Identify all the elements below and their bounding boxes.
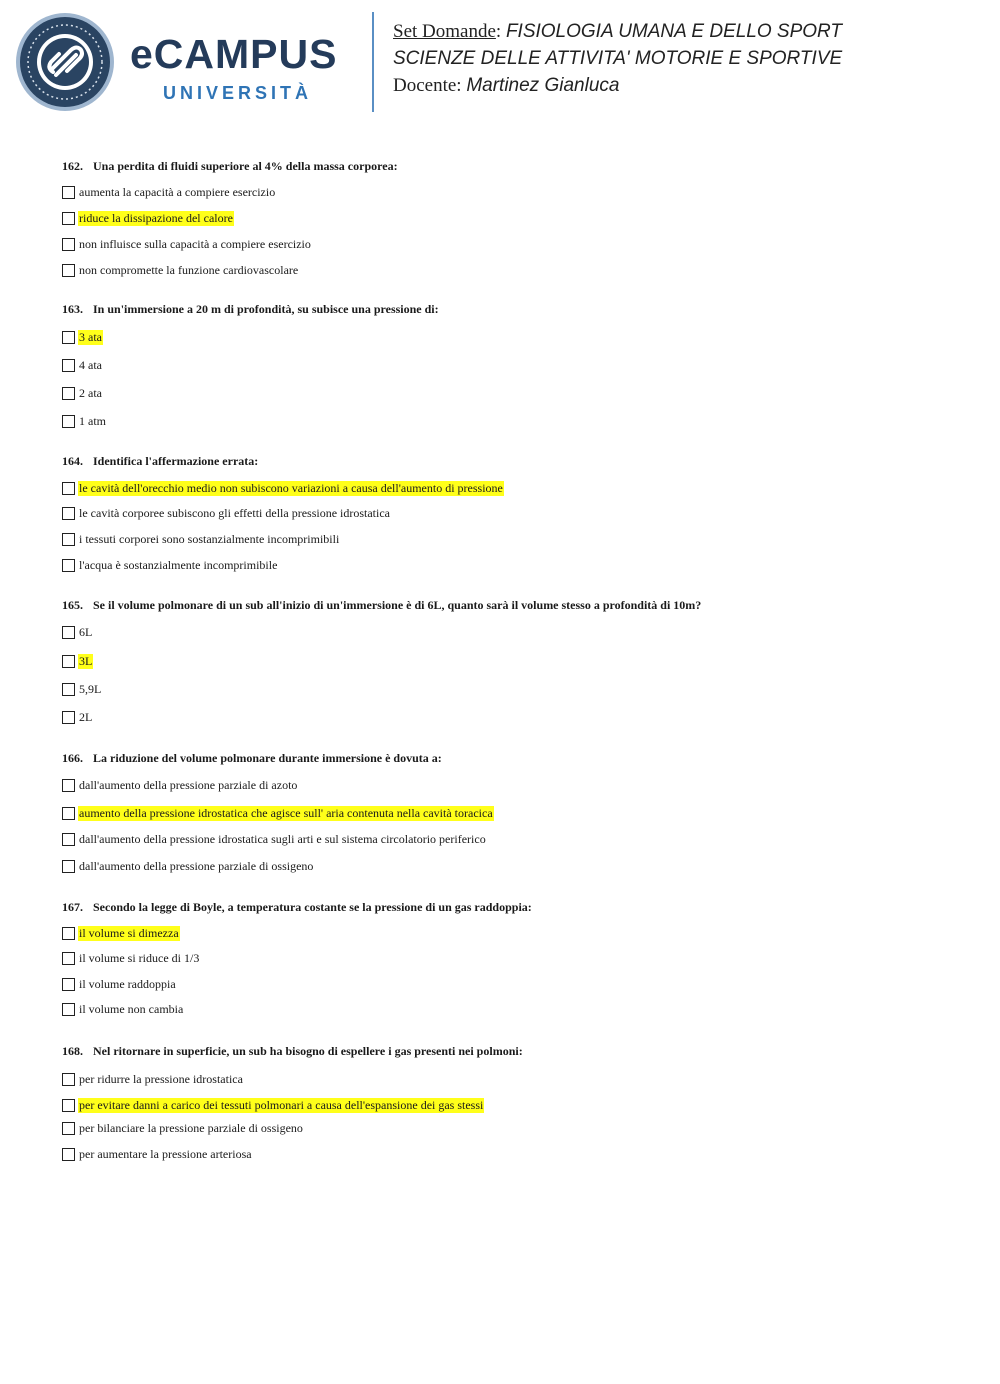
answer-checkbox[interactable] (62, 779, 75, 792)
brand-sub-text: UNIVERSITÀ (163, 83, 313, 103)
answer-option[interactable] (62, 210, 962, 226)
question-165 (62, 597, 962, 725)
answer-option[interactable] (62, 777, 962, 793)
teacher-name: Martinez Gianluca (466, 75, 620, 96)
header-course-line (393, 18, 973, 45)
answer-checkbox[interactable] (62, 1148, 75, 1161)
course-title: FISIOLOGIA UMANA E DELLO SPORT (505, 21, 843, 42)
answer-option[interactable] (62, 531, 962, 547)
answer-option[interactable] (62, 1001, 962, 1017)
answer-checkbox[interactable] (62, 186, 75, 199)
question-title (62, 750, 962, 766)
answer-checkbox[interactable] (62, 331, 75, 344)
answer-checkbox[interactable] (62, 807, 75, 820)
answer-text-highlighted: 3 ata (79, 329, 102, 344)
answer-checkbox[interactable] (62, 533, 75, 546)
answer-option[interactable] (62, 262, 962, 278)
answer-option[interactable] (62, 709, 962, 725)
answer-checkbox[interactable] (62, 711, 75, 724)
answer-checkbox[interactable] (62, 1122, 75, 1135)
question-164 (62, 453, 962, 573)
answer-option[interactable] (62, 1146, 962, 1162)
answer-text-highlighted: le cavità dell'orecchio medio non subiscono variazioni a causa dell'aumento di pressione (79, 480, 503, 495)
answer-checkbox[interactable] (62, 264, 75, 277)
question-text: Identifica l'affermazione errata: (93, 454, 259, 468)
answer-text: 2L (79, 709, 93, 724)
header-info (393, 18, 973, 99)
answer-text: l'acqua è sostanzialmente incomprimibile (79, 557, 278, 572)
teacher-label: Docente: (393, 75, 462, 96)
question-title (62, 899, 962, 915)
answer-checkbox[interactable] (62, 978, 75, 991)
answer-text-highlighted: aumento della pressione idrostatica che agisce sull' aria contenuta nella cavità toracica (79, 805, 493, 820)
answer-text: per aumentare la pressione arteriosa (79, 1146, 252, 1161)
answer-checkbox[interactable] (62, 1073, 75, 1086)
header-teacher-line (393, 72, 973, 99)
answer-text: aumenta la capacità a compiere esercizio (79, 184, 276, 199)
answer-option[interactable] (62, 357, 962, 373)
answer-text: il volume si riduce di 1/3 (79, 950, 200, 965)
question-number: 167. (62, 900, 83, 914)
answer-option[interactable] (62, 1097, 962, 1113)
question-166 (62, 750, 962, 874)
answer-text: le cavità corporee subiscono gli effetti della pressione idrostatica (79, 505, 390, 520)
question-167 (62, 899, 962, 1017)
question-168 (62, 1043, 962, 1162)
answer-checkbox[interactable] (62, 238, 75, 251)
answer-text: non compromette la funzione cardiovascolare (79, 262, 299, 277)
answer-text: 1 atm (79, 413, 106, 428)
answer-option[interactable] (62, 480, 962, 496)
answer-option[interactable] (62, 681, 962, 697)
ecampus-seal-icon (15, 12, 115, 112)
answer-option[interactable] (62, 385, 962, 401)
answer-checkbox[interactable] (62, 683, 75, 696)
answer-option[interactable] (62, 950, 962, 966)
answer-checkbox[interactable] (62, 927, 75, 940)
question-text: La riduzione del volume polmonare durante immersione è dovuta a: (93, 751, 442, 765)
answer-checkbox[interactable] (62, 415, 75, 428)
question-title (62, 158, 962, 174)
question-162 (62, 158, 962, 278)
header-divider (372, 12, 374, 112)
answer-text: non influisce sulla capacità a compiere esercizio (79, 236, 311, 251)
answer-option[interactable] (62, 1120, 962, 1136)
answer-text: il volume non cambia (79, 1001, 184, 1016)
question-number: 164. (62, 454, 83, 468)
answer-checkbox[interactable] (62, 833, 75, 846)
page-header (0, 0, 1000, 125)
question-title (62, 453, 962, 469)
header-program-line (393, 45, 973, 72)
answer-checkbox[interactable] (62, 1003, 75, 1016)
answer-checkbox[interactable] (62, 559, 75, 572)
answer-text: i tessuti corporei sono sostanzialmente incomprimibili (79, 531, 340, 546)
question-text: Se il volume polmonare di un sub all'inizio di un'immersione è di 6L, quanto sarà il volume stesso a profondità di 10m? (93, 598, 702, 612)
answer-option[interactable] (62, 413, 962, 429)
answer-option[interactable] (62, 236, 962, 252)
answer-option[interactable] (62, 858, 962, 874)
answer-text: 6L (79, 624, 93, 639)
answer-text-highlighted: il volume si dimezza (79, 925, 179, 940)
answer-option[interactable] (62, 925, 962, 941)
answer-checkbox[interactable] (62, 482, 75, 495)
brand-main-text: eCAMPUS (130, 31, 338, 77)
program-title: SCIENZE DELLE ATTIVITA' MOTORIE E SPORTIVE (393, 48, 843, 69)
question-163 (62, 301, 962, 429)
question-title (62, 301, 962, 317)
answer-text-highlighted: 3L (79, 653, 93, 668)
answer-option[interactable] (62, 831, 962, 847)
answer-checkbox[interactable] (62, 359, 75, 372)
answer-option[interactable] (62, 505, 962, 521)
question-number: 163. (62, 302, 83, 316)
answer-text: per bilanciare la pressione parziale di ossigeno (79, 1120, 303, 1135)
question-text: Nel ritornare in superficie, un sub ha bisogno di espellere i gas presenti nei polmoni: (93, 1044, 523, 1058)
answer-checkbox[interactable] (62, 952, 75, 965)
question-number: 162. (62, 159, 83, 173)
set-label: Set Domande (393, 21, 496, 42)
answer-text-highlighted: per evitare danni a carico dei tessuti polmonari a causa dell'espansione dei gas stessi (79, 1097, 484, 1112)
question-title (62, 597, 962, 613)
answer-option[interactable] (62, 1071, 962, 1087)
answer-text: dall'aumento della pressione idrostatica sugli arti e sul sistema circolatorio periferico (79, 831, 486, 846)
question-number: 165. (62, 598, 83, 612)
question-title (62, 1043, 962, 1059)
answer-checkbox[interactable] (62, 387, 75, 400)
answer-text: dall'aumento della pressione parziale di azoto (79, 777, 298, 792)
answer-checkbox[interactable] (62, 626, 75, 639)
answer-text: 4 ata (79, 357, 102, 372)
question-number: 166. (62, 751, 83, 765)
answer-option[interactable] (62, 184, 962, 200)
answer-checkbox[interactable] (62, 507, 75, 520)
answer-text: dall'aumento della pressione parziale di ossigeno (79, 858, 314, 873)
answer-checkbox[interactable] (62, 1099, 75, 1112)
answer-checkbox[interactable] (62, 212, 75, 225)
question-number: 168. (62, 1044, 83, 1058)
answer-text-highlighted: riduce la dissipazione del calore (79, 210, 233, 225)
answer-text: 2 ata (79, 385, 102, 400)
answer-option[interactable] (62, 653, 962, 669)
set-separator: : (495, 21, 502, 42)
question-text: Secondo la legge di Boyle, a temperatura costante se la pressione di un gas raddoppia: (93, 900, 532, 914)
question-text: Una perdita di fluidi superiore al 4% della massa corporea: (93, 159, 398, 173)
question-text: In un'immersione a 20 m di profondità, su subisce una pressione di: (93, 302, 439, 316)
answer-option[interactable] (62, 805, 962, 821)
ecampus-wordmark (130, 31, 360, 114)
answer-text: il volume raddoppia (79, 976, 176, 991)
answer-checkbox[interactable] (62, 655, 75, 668)
answer-option[interactable] (62, 329, 962, 345)
answer-text: 5,9L (79, 681, 102, 696)
answer-option[interactable] (62, 976, 962, 992)
answer-option[interactable] (62, 624, 962, 640)
answer-option[interactable] (62, 557, 962, 573)
answer-text: per ridurre la pressione idrostatica (79, 1071, 243, 1086)
answer-checkbox[interactable] (62, 860, 75, 873)
